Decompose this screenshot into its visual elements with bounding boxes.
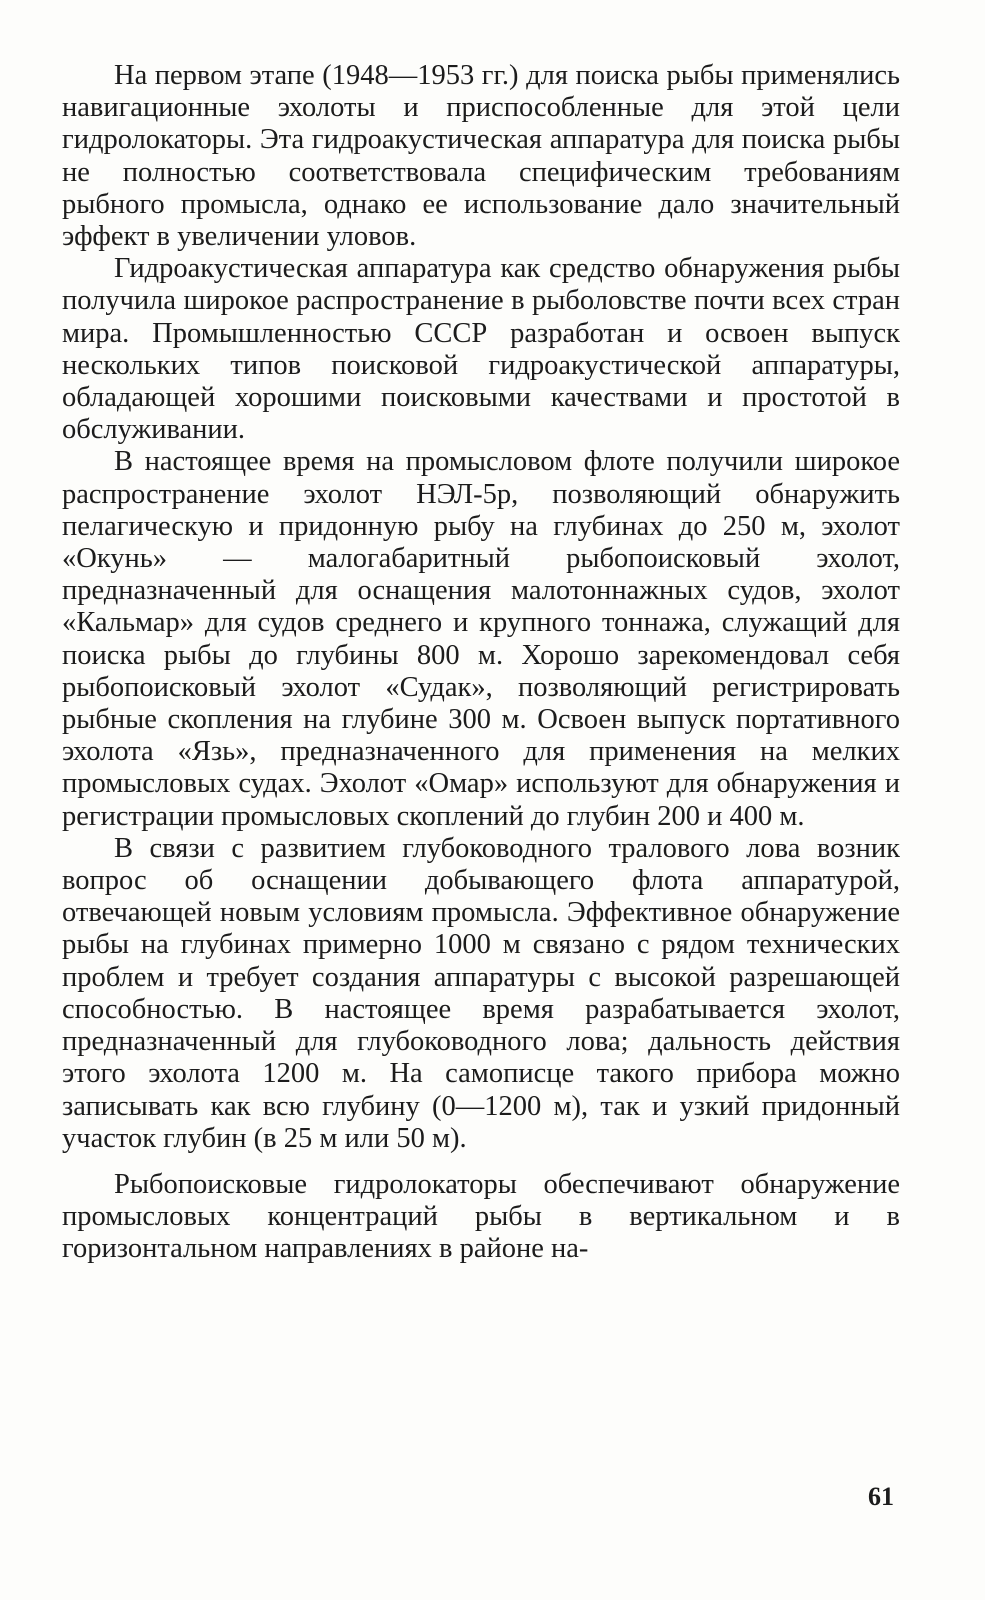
paragraph-1: На первом этапе (1948—1953 гг.) для поиска рыбы применялись навигационные эхолоты и приспособленные для этой цели гидролокаторы. Эта гидроакустическая аппаратура для поиска рыбы не полностью соответствовала специфическим требованиям рыбного промысла, однако ее использование дало значительный эффект в увеличении уловов. — [62, 60, 900, 253]
paragraph-4: В связи с развитием глубоководного тралового лова возник вопрос об оснащении добывающего флота аппаратурой, отвечающей новым условиям промысла. Эффективное обнаружение рыбы на глубинах примерно 1000 м связано с рядом технических проблем и требует создания аппаратуры с высокой разрешающей способностью. В настоящее время разрабатывается эхолот, предназначенный для глубоководного лова; дальность действия этого эхолота 1200 м. На самописце такого прибора можно записывать как всю глубину (0—1200 м), так и узкий придонный участок глубин (в 25 м или 50 м). — [62, 832, 900, 1154]
paragraph-3: В настоящее время на промысловом флоте получили широкое распространение эхолот НЭЛ-5р, позволяющий обнаружить пелагическую и придонную рыбу на глубинах до 250 м, эхолот «Окунь» — малогабаритный рыбопоисковый эхолот, предназначенный для оснащения малотоннажных судов, эхолот «Кальмар» для судов среднего и крупного тоннажа, служащий для поиска рыбы до глубины 800 м. Хорошо зарекомендовал себя рыбопоисковый эхолот «Судак», позволяющий регистрировать рыбные скопления на глубине 300 м. Освоен выпуск портативного эхолота «Язь», предназначенного для применения на мелких промысловых судах. Эхолот «Омар» используют для обнаружения и регистрации промысловых скоплений до глубин 200 и 400 м. — [62, 446, 900, 832]
page-number: 61 — [868, 1482, 894, 1511]
paragraph-5: Рыбопоисковые гидролокаторы обеспечивают обнаружение промысловых концентраций рыбы в вертикальном и в горизонтальном направлениях в районе на- — [62, 1168, 900, 1265]
paragraph-2: Гидроакустическая аппаратура как средство обнаружения рыбы получила широкое распространение в рыболовстве почти всех стран мира. Промышленностью СССР разработан и освоен выпуск нескольких типов поисковой гидроакустической аппаратуры, обладающей хорошими поисковыми качествами и простотой в обслуживании. — [62, 253, 900, 446]
body-text — [62, 60, 900, 1266]
